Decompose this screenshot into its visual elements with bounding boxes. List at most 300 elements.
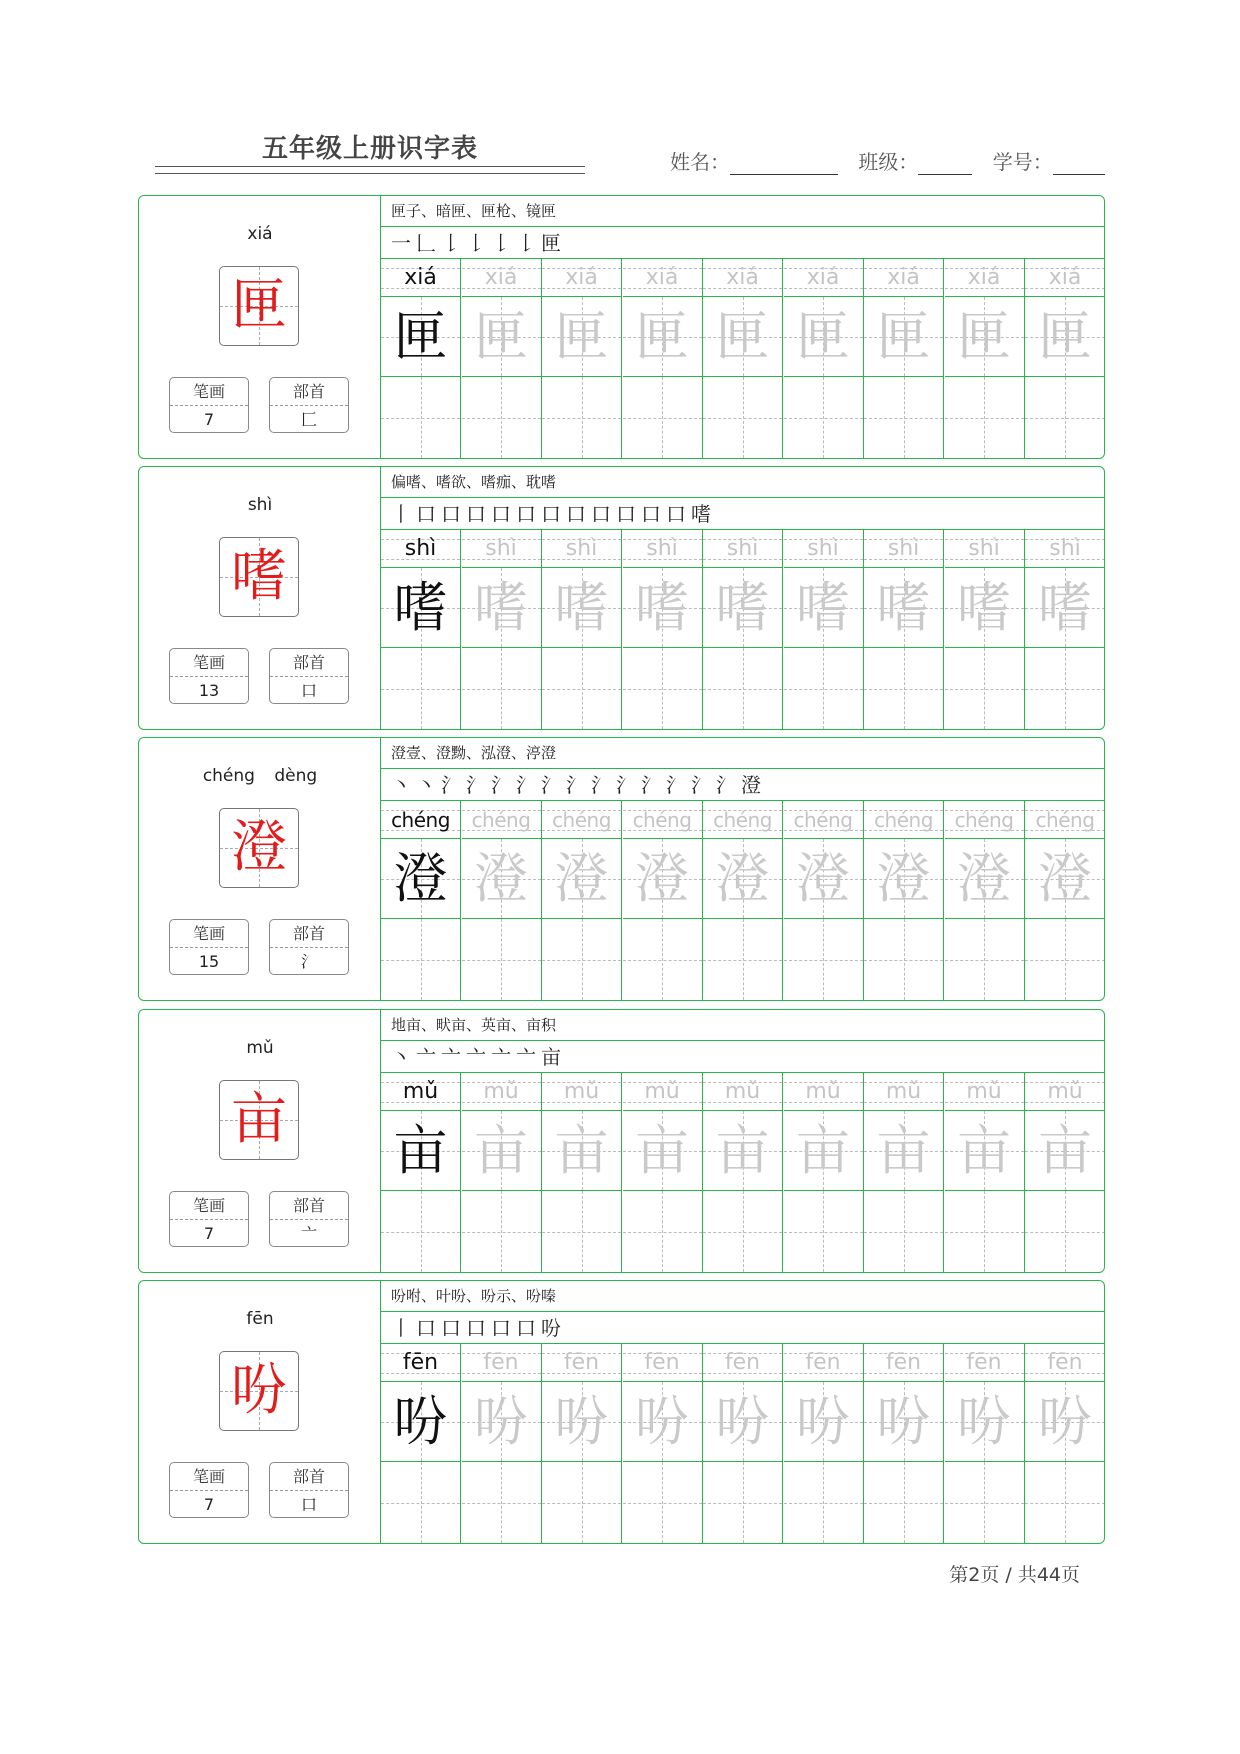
character-cell[interactable]: [784, 839, 863, 919]
character-cell[interactable]: [703, 297, 782, 377]
grid-column: [542, 801, 622, 1000]
pinyin-cell[interactable]: [784, 801, 863, 839]
pinyin-trace: shì: [807, 536, 839, 561]
radical-box: [269, 919, 349, 975]
pinyin-trace: xiá: [1048, 265, 1082, 290]
stroke-step: 口: [416, 1316, 437, 1340]
pinyin-trace: mǔ: [402, 1079, 439, 1104]
character-cell[interactable]: [864, 839, 943, 919]
pinyin-cell[interactable]: [381, 1073, 460, 1111]
blank-practice-cell[interactable]: [1025, 648, 1105, 729]
blank-practice-cell[interactable]: [703, 1462, 782, 1543]
character-cell[interactable]: [542, 568, 621, 648]
character-cell[interactable]: [864, 1111, 943, 1191]
character-cell[interactable]: [1025, 839, 1105, 919]
pinyin-cell[interactable]: [1025, 1073, 1105, 1111]
pinyin-trace: shì: [565, 536, 598, 561]
stroke-order-row: [381, 1041, 1105, 1073]
grid-column: [462, 1073, 542, 1272]
pinyin-cell[interactable]: [542, 530, 621, 568]
stroke-count-box: [169, 377, 249, 433]
stroke-order-row: [381, 1312, 1105, 1344]
character-trace: 亩: [474, 1119, 528, 1182]
blank-practice-cell[interactable]: [945, 377, 1024, 458]
stroke-step: 亩: [541, 1045, 562, 1069]
blank-practice-cell[interactable]: [864, 919, 943, 1000]
character-cell[interactable]: [784, 568, 863, 648]
blank-practice-cell[interactable]: [462, 648, 541, 729]
grid-column: [462, 801, 542, 1000]
pinyin-trace: fēn: [563, 1350, 600, 1375]
tracing-grid: [381, 1073, 1105, 1272]
grid-column: [945, 530, 1025, 729]
pinyin-trace: shì: [1049, 536, 1081, 561]
pinyin-label: chéng dèng: [202, 766, 318, 786]
pinyin-trace: fēn: [724, 1350, 761, 1375]
character-cell[interactable]: [462, 839, 541, 919]
main-character: 匣: [231, 273, 287, 338]
blank-practice-cell[interactable]: [784, 1191, 863, 1272]
blank-practice-cell[interactable]: [381, 377, 460, 458]
blank-practice-cell[interactable]: [784, 919, 863, 1000]
character-cell[interactable]: [381, 568, 460, 648]
tracing-grid: [381, 259, 1105, 458]
character-trace: 亩: [715, 1119, 770, 1182]
stroke-step: 口: [516, 502, 537, 526]
pinyin-cell[interactable]: [623, 801, 702, 839]
stroke-step: 口: [441, 1316, 462, 1340]
grid-column: [784, 530, 864, 729]
pinyin-trace: xiá: [645, 265, 679, 290]
character-cell[interactable]: [462, 1111, 541, 1191]
blank-practice-cell[interactable]: [703, 1191, 782, 1272]
character-trace: 亩: [393, 1119, 448, 1182]
blank-practice-cell[interactable]: [703, 377, 782, 458]
pinyin-trace: mǔ: [563, 1079, 600, 1104]
blank-practice-cell[interactable]: [945, 1191, 1024, 1272]
grid-column: [381, 259, 461, 458]
blank-practice-cell[interactable]: [542, 1462, 621, 1543]
stroke-step: 氵: [716, 773, 737, 797]
blank-practice-cell[interactable]: [623, 377, 702, 458]
pinyin-cell[interactable]: [864, 801, 943, 839]
pinyin-cell[interactable]: [945, 1344, 1024, 1382]
student-info-line: [670, 146, 1110, 176]
radical-label: 部首: [270, 1192, 348, 1220]
pinyin-cell[interactable]: [784, 530, 863, 568]
character-cell[interactable]: [1025, 1382, 1105, 1462]
pinyin-cell[interactable]: [945, 259, 1024, 297]
practice-panel: [381, 1010, 1105, 1272]
character-cell[interactable]: [1025, 568, 1105, 648]
grid-column: [462, 259, 542, 458]
title-double-rule: [155, 166, 585, 174]
tracing-grid: [381, 530, 1105, 729]
character-card: [138, 466, 1105, 730]
grid-column: [784, 1344, 864, 1543]
blank-practice-cell[interactable]: [784, 1462, 863, 1543]
radical-label: 部首: [270, 920, 348, 948]
character-cell[interactable]: [623, 839, 702, 919]
pinyin-cell[interactable]: [623, 530, 702, 568]
class-blank[interactable]: [918, 154, 972, 175]
pinyin-trace: chéng: [391, 808, 450, 832]
stroke-step: 氵: [616, 773, 637, 797]
pinyin-cell[interactable]: [864, 259, 943, 297]
blank-practice-cell[interactable]: [784, 377, 863, 458]
stroke-step: 氵: [666, 773, 687, 797]
stroke-step: 亠: [466, 1045, 487, 1069]
pinyin-cell[interactable]: [623, 259, 702, 297]
pinyin-cell[interactable]: [784, 1073, 863, 1111]
blank-practice-cell[interactable]: [623, 1191, 702, 1272]
pinyin-cell[interactable]: [1025, 1344, 1105, 1382]
blank-practice-cell[interactable]: [381, 919, 460, 1000]
character-cell[interactable]: [784, 1382, 863, 1462]
blank-practice-cell[interactable]: [542, 377, 621, 458]
blank-practice-cell[interactable]: [945, 1462, 1024, 1543]
stroke-step: 氵: [491, 773, 512, 797]
stroke-step: 口: [491, 1316, 512, 1340]
radical-box: [269, 648, 349, 704]
stroke-step: 嗜: [691, 502, 712, 526]
pinyin-cell[interactable]: [462, 1344, 541, 1382]
radical-value: 亠: [300, 1224, 317, 1243]
pinyin-label: xiá: [247, 224, 273, 244]
grid-column: [542, 259, 622, 458]
radical-box: [269, 377, 349, 433]
blank-practice-cell[interactable]: [864, 377, 943, 458]
stroke-step: 口: [666, 502, 687, 526]
character-trace: 吩: [957, 1390, 1011, 1453]
pinyin-label: shì: [247, 495, 273, 515]
grid-column: [945, 1344, 1025, 1543]
pinyin-trace: fēn: [483, 1350, 519, 1375]
pinyin-trace: chéng: [793, 808, 853, 832]
blank-practice-cell[interactable]: [462, 377, 541, 458]
grid-column: [462, 530, 542, 729]
pinyin-trace: xiá: [726, 265, 759, 290]
blank-practice-cell[interactable]: [784, 648, 863, 729]
blank-practice-cell[interactable]: [1025, 919, 1105, 1000]
character-trace: 吩: [393, 1390, 448, 1453]
grid-column: [703, 1344, 783, 1543]
radical-value: 口: [300, 681, 317, 700]
character-cell[interactable]: [945, 297, 1024, 377]
character-cell[interactable]: [864, 297, 943, 377]
pinyin-cell[interactable]: [381, 259, 460, 297]
pinyin-cell[interactable]: [542, 1073, 621, 1111]
pinyin-trace: mǔ: [966, 1079, 1002, 1104]
character-cell[interactable]: [945, 839, 1024, 919]
grid-column: [703, 1073, 783, 1272]
blank-practice-cell[interactable]: [1025, 1191, 1105, 1272]
blank-practice-cell[interactable]: [864, 1191, 943, 1272]
character-cell[interactable]: [784, 297, 863, 377]
stroke-step: 口: [566, 502, 587, 526]
pinyin-trace: mǔ: [885, 1079, 922, 1104]
pinyin-trace: xiá: [887, 265, 920, 290]
grid-column: [1025, 530, 1105, 729]
character-cell[interactable]: [542, 297, 621, 377]
character-cell[interactable]: [542, 839, 621, 919]
stroke-step: 亠: [491, 1045, 512, 1069]
stroke-step: 氵: [541, 773, 562, 797]
character-cell[interactable]: [945, 1382, 1024, 1462]
pinyin-trace: chéng: [632, 808, 692, 832]
stroke-step: 丶: [416, 773, 437, 797]
character-cell[interactable]: [623, 297, 702, 377]
stroke-step: 口: [466, 502, 487, 526]
character-cell[interactable]: [623, 1382, 702, 1462]
grid-column: [945, 259, 1025, 458]
character-cell[interactable]: [542, 1111, 621, 1191]
radical-label: 部首: [270, 1463, 348, 1491]
grid-column: [703, 801, 783, 1000]
character-trace: 匣: [796, 305, 850, 368]
pinyin-cell[interactable]: [381, 801, 460, 839]
pinyin-cell[interactable]: [945, 1073, 1024, 1111]
pinyin-cell[interactable]: [462, 259, 541, 297]
pinyin-cell[interactable]: [945, 801, 1024, 839]
pinyin-trace: fēn: [644, 1350, 680, 1375]
pinyin-trace: mǔ: [483, 1079, 519, 1104]
character-cell[interactable]: [864, 1382, 943, 1462]
pinyin-trace: xiá: [967, 265, 1001, 290]
character-cell[interactable]: [542, 1382, 621, 1462]
pinyin-cell[interactable]: [864, 1344, 943, 1382]
grid-column: [623, 801, 703, 1000]
pinyin-cell[interactable]: [542, 1344, 621, 1382]
character-info-panel: [139, 738, 381, 1000]
tracing-grid: [381, 801, 1105, 1000]
blank-practice-cell[interactable]: [703, 919, 782, 1000]
pinyin-cell[interactable]: [462, 1073, 541, 1111]
main-character: 吩: [231, 1358, 287, 1423]
grid-column: [864, 1073, 944, 1272]
blank-practice-cell[interactable]: [462, 1191, 541, 1272]
stroke-step: 氵: [591, 773, 612, 797]
blank-practice-cell[interactable]: [462, 919, 541, 1000]
character-trace: 嗜: [554, 576, 609, 639]
blank-practice-cell[interactable]: [381, 1191, 460, 1272]
character-cell[interactable]: [1025, 297, 1105, 377]
character-trace: 匣: [393, 305, 448, 368]
character-trace: 嗜: [796, 576, 850, 639]
stroke-count-value: 7: [203, 1495, 215, 1514]
character-trace: 嗜: [1038, 576, 1092, 639]
main-character: 亩: [231, 1087, 287, 1152]
character-cell[interactable]: [381, 1382, 460, 1462]
character-cell[interactable]: [381, 297, 460, 377]
pinyin-cell[interactable]: [864, 1073, 943, 1111]
grid-column: [381, 530, 461, 729]
pinyin-cell[interactable]: [945, 530, 1024, 568]
stroke-step: 𠄌: [491, 231, 512, 255]
stroke-step: 口: [416, 502, 437, 526]
character-trace: 吩: [554, 1390, 609, 1453]
character-trace: 吩: [635, 1390, 689, 1453]
pinyin-cell[interactable]: [864, 530, 943, 568]
pinyin-cell[interactable]: [462, 530, 541, 568]
character-cell[interactable]: [703, 1111, 782, 1191]
character-cell[interactable]: [784, 1111, 863, 1191]
blank-practice-cell[interactable]: [623, 648, 702, 729]
character-cell[interactable]: [462, 1382, 541, 1462]
character-trace: 匣: [957, 305, 1011, 368]
character-trace: 嗜: [635, 576, 689, 639]
blank-practice-cell[interactable]: [864, 648, 943, 729]
pinyin-trace: shì: [968, 536, 1000, 561]
grid-column: [784, 259, 864, 458]
grid-column: [784, 801, 864, 1000]
name-blank[interactable]: [730, 154, 838, 175]
blank-practice-cell[interactable]: [542, 919, 621, 1000]
grid-column: [1025, 1344, 1105, 1543]
pinyin-cell[interactable]: [703, 259, 782, 297]
blank-practice-cell[interactable]: [542, 648, 621, 729]
character-cell[interactable]: [703, 568, 782, 648]
pinyin-cell[interactable]: [703, 1073, 782, 1111]
blank-practice-cell[interactable]: [623, 919, 702, 1000]
blank-practice-cell[interactable]: [945, 648, 1024, 729]
pinyin-cell[interactable]: [703, 1344, 782, 1382]
character-cell[interactable]: [945, 1111, 1024, 1191]
blank-practice-cell[interactable]: [1025, 377, 1105, 458]
pinyin-cell[interactable]: [784, 1344, 863, 1382]
character-cell[interactable]: [945, 568, 1024, 648]
pinyin-cell[interactable]: [623, 1073, 702, 1111]
pinyin-cell[interactable]: [703, 530, 782, 568]
pinyin-cell[interactable]: [462, 801, 541, 839]
character-cell[interactable]: [381, 839, 460, 919]
pinyin-trace: mǔ: [1047, 1079, 1083, 1104]
stroke-count-value: 7: [203, 410, 215, 429]
character-trace: 嗜: [393, 576, 448, 639]
blank-practice-cell[interactable]: [381, 648, 460, 729]
grid-column: [945, 801, 1025, 1000]
pinyin-trace: chéng: [552, 808, 611, 832]
blank-practice-cell[interactable]: [703, 648, 782, 729]
pinyin-cell[interactable]: [381, 530, 460, 568]
name-label: 姓名：: [670, 150, 730, 174]
main-character: 澄: [231, 815, 287, 880]
radical-value: 氵: [300, 952, 317, 971]
stroke-step: 口: [466, 1316, 487, 1340]
pinyin-trace: shì: [646, 536, 678, 561]
pinyin-cell[interactable]: [784, 259, 863, 297]
pinyin-cell[interactable]: [381, 1344, 460, 1382]
blank-practice-cell[interactable]: [462, 1462, 541, 1543]
pinyin-trace: chéng: [874, 808, 933, 832]
example-words: 地亩、畎亩、英亩、亩积: [381, 1010, 1105, 1041]
page-header: [0, 0, 1240, 190]
stroke-count-value: 15: [198, 952, 220, 971]
pinyin-cell[interactable]: [1025, 530, 1105, 568]
blank-practice-cell[interactable]: [864, 1462, 943, 1543]
character-trace: 澄: [635, 847, 689, 910]
stroke-step: 氵: [641, 773, 662, 797]
character-cell[interactable]: [703, 839, 782, 919]
character-cell[interactable]: [381, 1111, 460, 1191]
practice-panel: [381, 738, 1105, 1000]
stroke-order-row: [381, 769, 1105, 801]
pinyin-trace: chéng: [471, 808, 531, 832]
stroke-step: 氵: [466, 773, 487, 797]
blank-practice-cell[interactable]: [381, 1462, 460, 1543]
grid-column: [703, 530, 783, 729]
character-cell[interactable]: [703, 1382, 782, 1462]
pinyin-cell[interactable]: [703, 801, 782, 839]
character-card: [138, 737, 1105, 1001]
character-box: [219, 266, 299, 346]
blank-practice-cell[interactable]: [623, 1462, 702, 1543]
character-trace: 吩: [876, 1390, 931, 1453]
grid-column: [864, 259, 944, 458]
pinyin-cell[interactable]: [1025, 801, 1105, 839]
grid-column: [1025, 259, 1105, 458]
grid-column: [864, 530, 944, 729]
blank-practice-cell[interactable]: [542, 1191, 621, 1272]
character-info-panel: [139, 1010, 381, 1272]
stroke-count-box: [169, 1191, 249, 1247]
pinyin-cell[interactable]: [623, 1344, 702, 1382]
example-words: 澄壹、澄黝、泓澄、渟澄: [381, 738, 1105, 769]
character-cell[interactable]: [1025, 1111, 1105, 1191]
practice-panel: [381, 467, 1105, 729]
character-card: [138, 1280, 1105, 1544]
character-trace: 嗜: [876, 576, 931, 639]
character-trace: 嗜: [715, 576, 770, 639]
grid-column: [462, 1344, 542, 1543]
character-trace: 匣: [554, 305, 609, 368]
id-label: 学号：: [992, 150, 1053, 174]
stroke-step: 氵: [516, 773, 537, 797]
character-trace: 匣: [635, 305, 689, 368]
blank-practice-cell[interactable]: [945, 919, 1024, 1000]
character-cell[interactable]: [864, 568, 943, 648]
character-cell[interactable]: [462, 568, 541, 648]
stroke-count-box: [169, 648, 249, 704]
character-cell[interactable]: [462, 297, 541, 377]
stroke-step: 口: [591, 502, 612, 526]
character-trace: 澄: [796, 847, 850, 910]
pinyin-trace: xiá: [806, 265, 840, 290]
stroke-step: 𠄌: [466, 231, 487, 255]
stroke-step: 口: [491, 502, 512, 526]
stroke-step: 丶: [391, 1045, 412, 1069]
grid-column: [542, 530, 622, 729]
stroke-step: 口: [516, 1316, 537, 1340]
grid-column: [381, 1073, 461, 1272]
blank-practice-cell[interactable]: [1025, 1462, 1105, 1543]
character-trace: 亩: [554, 1119, 609, 1182]
grid-column: [623, 1073, 703, 1272]
tracing-grid: [381, 1344, 1105, 1543]
stroke-count-box: [169, 1462, 249, 1518]
practice-panel: [381, 1281, 1105, 1543]
pinyin-cell[interactable]: [542, 259, 621, 297]
page-number: 第2页 / 共44页: [949, 1564, 1080, 1586]
class-label: 班级：: [858, 150, 919, 174]
character-cell[interactable]: [623, 1111, 702, 1191]
pinyin-cell[interactable]: [542, 801, 621, 839]
pinyin-cell[interactable]: [1025, 259, 1105, 297]
grid-column: [381, 1344, 461, 1543]
character-cell[interactable]: [623, 568, 702, 648]
pinyin-trace: shì: [726, 536, 759, 561]
id-blank[interactable]: [1053, 154, 1105, 175]
